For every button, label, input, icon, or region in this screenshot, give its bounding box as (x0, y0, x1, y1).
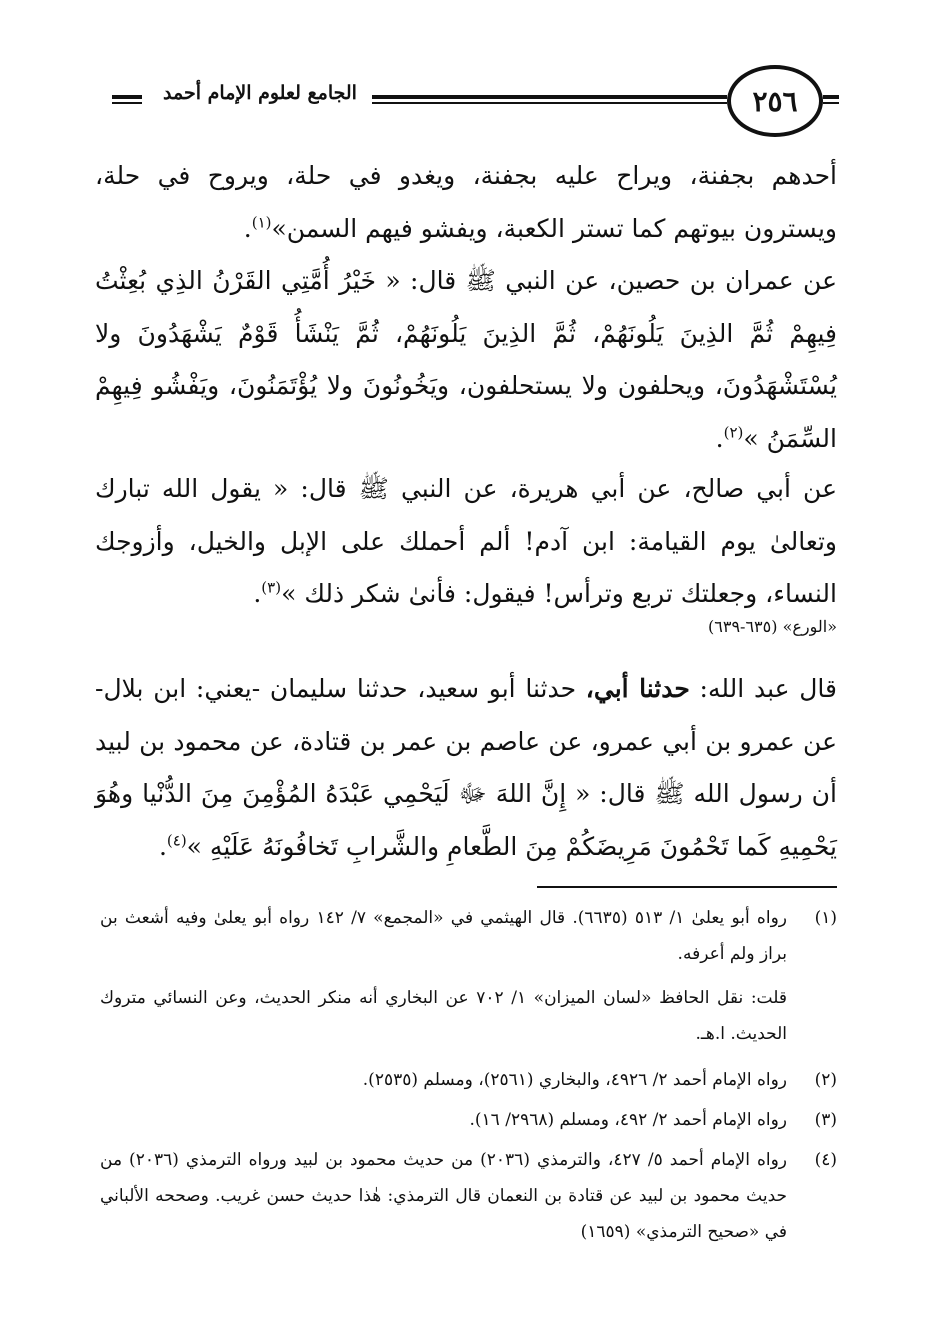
paragraph-2 (95, 255, 837, 465)
footnote-text: قلت: نقل الحافظ «لسان الميزان» ١/ ٧٠٢ عن البخاري أنه منكر الحديث، وعن النسائي متروك الحديث. ا.هـ. (100, 988, 787, 1044)
source-reference: «الورع» (٦٣٥-٦٣٩) (708, 617, 837, 636)
footnote-1-note (100, 980, 837, 1052)
footnote-text: رواه الإمام أحمد ٥/ ٤٢٧، والترمذي (٢٠٣٦) من حديث محمود بن لبيد ورواه الترمذي (٢٠٣٦) من حديث محمود بن لبيد عن قتادة بن النعمان قال الترمذي: هٰذا حديث حسن غريب. وصححه الألباني في «صحيح الترمذي» (١٦٥٩) (100, 1150, 788, 1242)
footnote-number: (٣) (814, 1110, 837, 1130)
paragraph-end: . (715, 423, 724, 453)
paragraph-text: حدثنا أبو سعيد، حدثنا سليمان -يعني: ابن بلال- عن عمرو بن أبي عمرو، عن عاصم بن عمر بن قتادة، عن محمود بن لبيد أن رسول الله ﷺ قال: « إِنَّ اللهَ ﷻ لَيَحْمِي عَبْدَهُ المُؤْمِنَ مِنَ الدُّنْيا وهُوَ يَحْمِيهِ كَما تَحْمُونَ مَرِيضَكُمْ مِنَ الطَّعامِ والشَّرابِ تَخافُونَهُ عَلَيْهِ » (95, 674, 837, 861)
paragraph-text: أحدهم بجفنة، ويراح عليه بجفنة، ويغدو في حلة، ويروح في حلة، ويسترون بيوتهم كما تستر الكعبة، ويفشو فيهم السمن» (95, 161, 837, 243)
footnote-number: (١) (814, 908, 837, 928)
footnote-text: رواه أبو يعلىٰ ١/ ٥١٣ (٦٦٣٥). قال الهيثمي في «المجمع» ٧/ ١٤٢ رواه أبو يعلىٰ وفيه أشعث بن براز ولم أعرفه. (100, 908, 787, 964)
footnote-text: رواه الإمام أحمد ٢/ ٤٩٢، ومسلم (٢٩٦٨/ ١٦). (469, 1110, 787, 1130)
footnote-ref-1[interactable]: (١) (251, 213, 272, 232)
header-rule-middle (372, 95, 727, 99)
header-rule-middle-thin (372, 102, 727, 104)
running-title: الجامع لعلوم الإمام أحمد (163, 82, 357, 104)
footnote-number: (٢) (814, 1070, 837, 1090)
footnote-3 (100, 1102, 837, 1138)
header-rule-left-thin (112, 102, 142, 104)
footnote-4 (100, 1142, 837, 1250)
page-number: ٢٥٦ (727, 65, 823, 137)
header-rule-right-thin (823, 102, 839, 104)
isnad-bold: حدثنا أبي، (585, 674, 690, 703)
header-rule-right (823, 95, 839, 99)
paragraph-3 (95, 463, 837, 621)
paragraph-text: عن عمران بن حصين، عن النبي ﷺ قال: « خَيْرُ أُمَّتِي القَرْنُ الذِي بُعِثْتُ فِيهِمْ ثُمَّ الذِينَ يَلُونَهُمْ، ثُمَّ الذِينَ يَلُونَهُمْ، ثُمَّ يَنْشَأُ قَوْمٌ يَشْهَدُونَ ولا يُسْتَشْهَدُونَ، ويحلفون ولا يستحلفون، ويَخُونُونَ ولا يُؤْتَمَنُونَ، ويَفْشُو فِيهِمْ السِّمَنُ » (95, 266, 837, 453)
paragraph-lead: قال عبد الله: (689, 674, 838, 703)
footnote-1 (100, 900, 837, 972)
paragraph-text: عن أبي صالح، عن أبي هريرة، عن النبي ﷺ قال: « يقول الله تبارك وتعالىٰ يوم القيامة: ابن آدم! ألم أحملك على الإبل والخيل، وأزوجك النساء، وجعلتك تربع وترأس! فيقول: فأنىٰ شكر ذلك » (95, 474, 838, 608)
paragraph-1 (95, 150, 837, 255)
paragraph-end: . (158, 831, 167, 861)
header-rule-left (112, 95, 142, 99)
paragraph-end: . (253, 579, 262, 608)
footnote-ref-2[interactable]: (٢) (723, 423, 744, 442)
footnote-ref-3[interactable]: (٣) (261, 578, 282, 597)
footnote-divider (537, 886, 837, 888)
footnote-ref-4[interactable]: (٤) (166, 831, 187, 850)
paragraph-4 (95, 663, 837, 873)
page-header (0, 60, 932, 150)
footnote-number: (٤) (814, 1150, 837, 1170)
footnote-2 (100, 1062, 837, 1098)
footnote-text: رواه الإمام أحمد ٢/ ٤٩٢٦، والبخاري (٢٥٦١)، ومسلم (٢٥٣٥). (362, 1070, 787, 1090)
paragraph-end: . (243, 213, 252, 243)
